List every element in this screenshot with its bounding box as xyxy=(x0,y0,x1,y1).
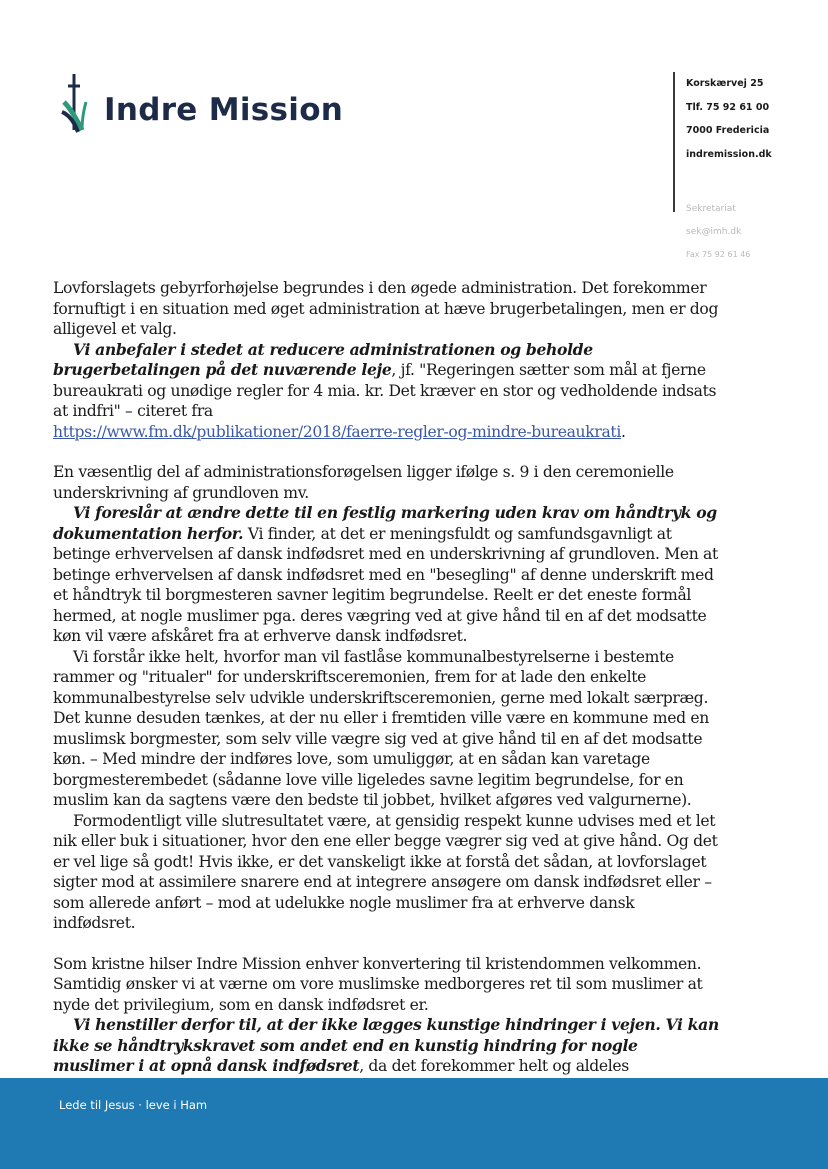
paragraph-2-end: . xyxy=(620,422,626,441)
paragraph-8-emphasis: Vi henstiller derfor til, at der ikke lægges kunstige hindringer i vejen. Vi kan ikke se håndtrykskravet som andet end en kunstig hindring for nogle muslimer i at opnå dansk indfødsret xyxy=(53,1015,719,1075)
paragraph-3: En væsentlig del af administrationsforøgelsen ligger ifølge s. 9 i den ceremonielle underskrivning af grundloven mv. xyxy=(53,463,674,502)
footer-band xyxy=(0,1078,828,1169)
paragraph-5: Vi forstår ikke helt, hvorfor man vil fastlåse kommunalbestyrelserne i bestemte rammer og "ritualer" for underskriftsceremonien, frem for at lade den enkelte kommunalbestyrelse selv udvikle underskriftsceremonien, gerne med lokalt særpræg. Det kunne desuden tænkes, at der nu eller i fremtiden ville være en kommune med en muslimsk borgmester, som selv ville vægre sig ved at give hånd til en af det modsatte køn. – Med mindre der indføres love, som umuliggør, at en sådan kan varetage borgmesterembedet (sådanne love ville ligeledes savne legitim begrundelse, for en muslim kan da sagtens være den bedste til jobbet, hvilket afgøres ved valgurnerne). xyxy=(53,647,709,809)
paragraph-6: Formodentligt ville slutresultatet være, at gensidig respekt kunne udvises med et let nik eller buk i situationer, hvor den ene eller begge vægrer sig ved at give hånd. Og det er vel lige så godt! Hvis ikke, er det vanskeligt ikke at forstå det sådan, at lovforslaget sigter mod at assimilere snarere end at integrere ansøgere om dansk indfødsret eller – som allerede anført – mod at udelukke nogle muslimer fra at erhverve dansk indfødsret. xyxy=(53,811,718,932)
footer-slogan: Lede til Jesus · leve i Ham xyxy=(59,1098,208,1112)
paragraph-2 xyxy=(53,340,721,443)
paragraph-4 xyxy=(53,503,721,647)
letter-body xyxy=(53,278,721,1097)
contact-block xyxy=(686,78,816,172)
secretariat-block xyxy=(686,204,816,273)
logo xyxy=(60,72,344,142)
paragraph-7: Som kristne hilser Indre Mission enhver konvertering til kristendommen velkommen. Samtidig ønsker vi at værne om vore muslimske medborgeres ret til som muslimer at nyde det privilegium, som en dansk indfødsret er. xyxy=(53,954,703,1014)
paragraph-2-text: , jf. "Regeringen sætter som mål at fjerne bureaukrati og unødige regler for 4 mia. kr. Det kræver en stor og vedholdende indsats at indfri" – citeret fra xyxy=(53,361,717,420)
paragraph-2-emphasis: Vi anbefaler i stedet at reducere administrationen og beholde brugerbetalingen på det nuværende leje xyxy=(53,339,593,379)
cross-logo-icon xyxy=(60,72,100,134)
city: 7000 Fredericia xyxy=(686,125,770,136)
paragraph-4-text: Vi finder, at det er meningsfuldt og samfundsgavnligt at betinge erhvervelsen af dansk indfødsret med en underskrivning af grundloven. Men at betinge erhvervelsen af dansk indfødsret med en "besegling" af denne underskrift med et håndtryk til borgmesteren savner legitim begrundelse. Reelt er det eneste formål hermed, at nogle muslimer pga. deres vægring ved at give hånd til en af det modsatte køn vil være afskåret fra at erhverve dansk indfødsret. xyxy=(53,524,718,645)
fax: Fax 75 92 61 46 xyxy=(686,250,751,259)
phone: Tlf. 75 92 61 00 xyxy=(686,101,770,113)
paragraph-8-text: , da det forekommer helt og aldeles xyxy=(359,1057,629,1075)
website: indremission.dk xyxy=(686,148,772,160)
paragraph-4-emphasis: Vi foreslår at ændre dette til en festlig markering uden krav om håndtryk og dokumentation herfor. xyxy=(53,503,717,543)
secretariat-email: sek@imh.dk xyxy=(686,227,742,237)
header-divider xyxy=(673,72,675,212)
address: Korskærvej 25 xyxy=(686,78,764,89)
fm-link[interactable]: https://www.fm.dk/publikationer/2018/faerre-regler-og-mindre-bureaukrati xyxy=(53,422,621,441)
secretariat-label: Sekretariat xyxy=(686,204,736,214)
org-name: Indre Mission xyxy=(104,92,344,128)
paragraph-1: Lovforslagets gebyrforhøjelse begrundes i den øgede administration. Det forekommer fornuftigt i en situation med øget administration at hæve brugerbetalingen, men er dog alligevel et valg. xyxy=(53,279,719,338)
